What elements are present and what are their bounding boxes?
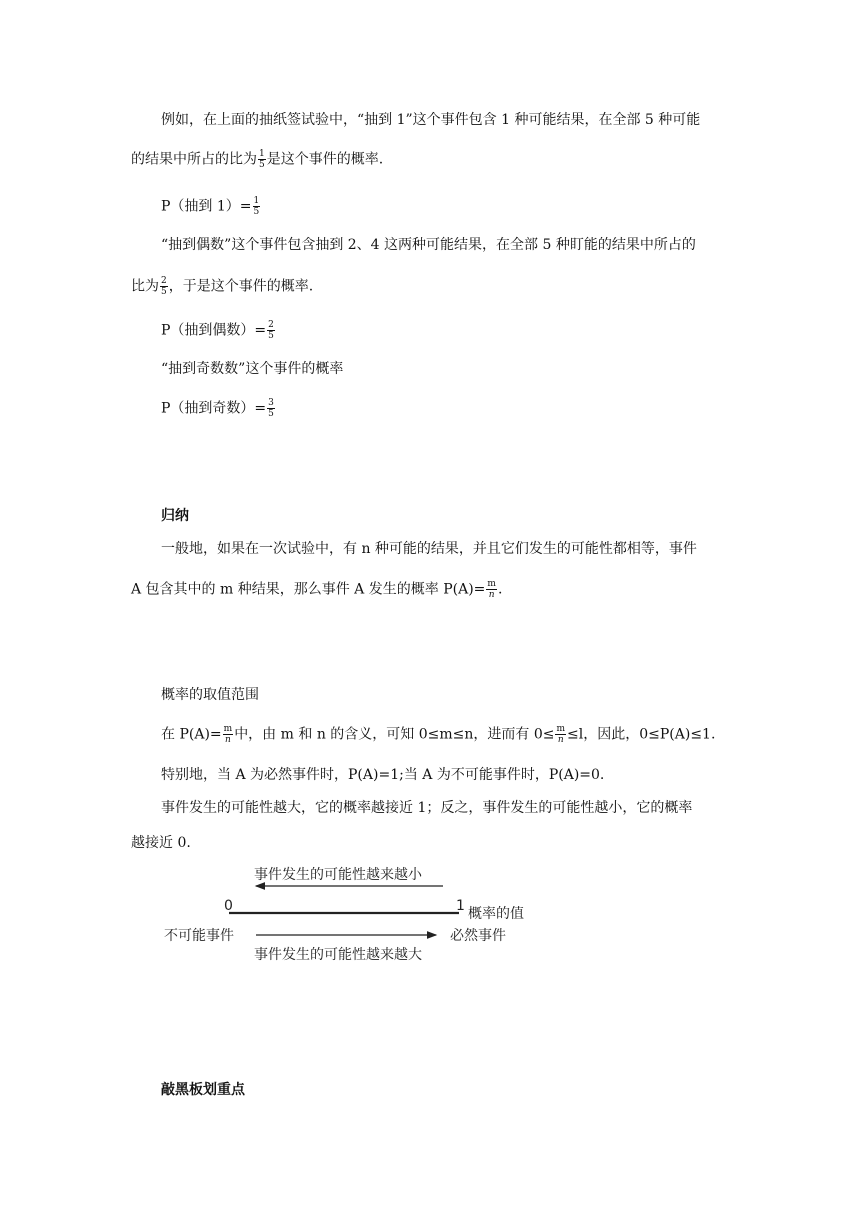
summary-line-1: 一般地，如果在一次试验中，有 n 种可能的结果，并且它们发生的可能性都相等，事件 (161, 541, 697, 557)
p-draw-one (161, 196, 261, 217)
summary-line-2-post: . (497, 581, 503, 598)
fraction-p-draw-odd (267, 398, 275, 419)
p-draw-even-label: P（抽到偶数）= (161, 322, 267, 339)
fraction-denominator: 5 (253, 207, 260, 217)
left-label: 不可能事件 (164, 928, 234, 944)
fraction-m-over-n (486, 579, 497, 600)
fraction-denominator: n (225, 735, 231, 745)
fraction-numerator: m (223, 724, 233, 734)
one-label: 1 (456, 898, 465, 914)
p-draw-odd (161, 398, 276, 419)
fraction-p-draw-even (267, 320, 275, 341)
p-draw-even (161, 320, 276, 341)
trend-line-2: 越接近 0. (131, 835, 191, 851)
fraction-denominator: 5 (161, 287, 167, 297)
fraction-numerator: 3 (268, 398, 274, 408)
range-line-1-pre: 在 P(A)= (161, 726, 222, 743)
fraction-denominator: n (488, 590, 495, 600)
range-line-1-mid: 中，由 m 和 n 的含义，可知 0≤m≤n，进而有 0≤ (234, 726, 555, 743)
example-line-2-pre: 的结果中所占的比为 (131, 151, 257, 168)
fraction-numerator: m (487, 579, 496, 589)
range-line-1-post: ≤l，因此，0≤P(A)≤1. (567, 726, 716, 743)
fraction-numerator: 1 (259, 149, 265, 159)
range-heading: 概率的取值范围 (161, 687, 259, 703)
fraction-numerator: m (556, 724, 566, 734)
key-points-heading: 敲黑板划重点 (161, 1082, 245, 1098)
probability-scale-diagram (160, 862, 560, 970)
bottom-label: 事件发生的可能性越来越大 (254, 947, 422, 963)
range-special: 特别地，当 A 为必然事件时，P(A)=1;当 A 为不可能事件时，P(A)=0. (161, 767, 605, 783)
fraction-numerator: 2 (268, 320, 274, 330)
fraction-denominator: 5 (268, 331, 274, 341)
p-draw-one-label: P（抽到 1）= (161, 198, 252, 215)
fraction-denominator: n (557, 735, 564, 745)
zero-label: 0 (224, 898, 233, 914)
even-line-1: “抽到偶数”这个事件包含抽到 2、4 这两种可能结果，在全部 5 种盯能的结果中所占的 (161, 237, 696, 253)
even-line-2 (131, 276, 313, 297)
fraction-one-fifth (258, 149, 266, 170)
fraction-numerator: 1 (253, 196, 260, 206)
fraction-two-fifths (160, 276, 168, 297)
fraction-denominator: 5 (259, 160, 265, 170)
summary-heading: 归纳 (161, 508, 189, 524)
fraction-p-draw-one (253, 196, 261, 217)
fraction-denominator: 5 (268, 409, 274, 419)
odd-text: “抽到奇数数”这个事件的概率 (161, 361, 344, 377)
example-line-1: 例如，在上面的抽纸签试验中，“抽到 1”这个事件包含 1 种可能结果，在全部 5 种可能 (161, 112, 701, 128)
trend-line-1: 事件发生的可能性越大，它的概率越接近 1；反之，事件发生的可能性越小，它的概率 (161, 800, 693, 816)
example-line-2-post: 是这个事件的概率. (266, 151, 384, 168)
even-line-2-post: ，于是这个事件的概率. (168, 278, 314, 295)
example-line-2 (131, 149, 383, 170)
top-label: 事件发生的可能性越来越小 (254, 867, 422, 883)
fraction-numerator: 2 (161, 276, 167, 286)
certain-label: 必然事件 (450, 928, 506, 944)
fraction-m-over-n-1 (223, 724, 234, 745)
range-line-1 (161, 724, 715, 745)
even-line-2-pre: 比为 (131, 278, 159, 295)
summary-line-2-pre: A 包含其中的 m 种结果，那么事件 A 发生的概率 P(A)= (131, 581, 486, 598)
fraction-m-over-n-2 (555, 724, 566, 745)
p-draw-odd-label: P（抽到奇数）= (161, 400, 267, 417)
right-label: 概率的值 (468, 906, 524, 922)
summary-line-2 (131, 579, 502, 600)
